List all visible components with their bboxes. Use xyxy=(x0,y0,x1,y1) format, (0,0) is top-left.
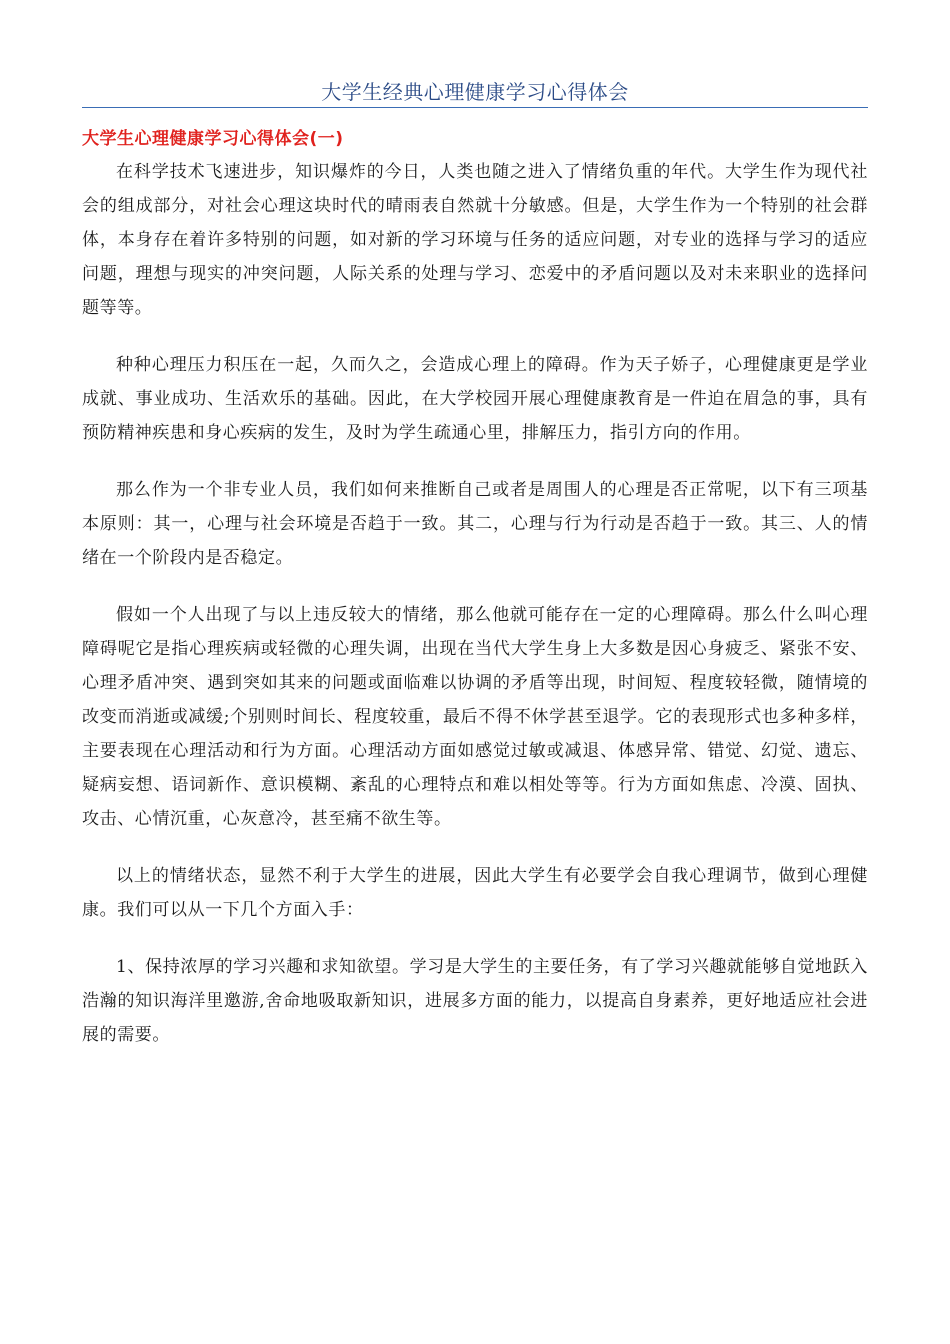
paragraph-2: 种种心理压力积压在一起，久而久之，会造成心理上的障碍。作为天子娇子，心理健康更是学业成就、事业成功、生活欢乐的基础。因此，在大学校园开展心理健康教育是一件迫在眉急的事，具有预防精神疾患和身心疾病的发生，及时为学生疏通心里，排解压力，指引方向的作用。 xyxy=(82,355,868,443)
paragraph-6: 1、保持浓厚的学习兴趣和求知欲望。学习是大学生的主要任务，有了学习兴趣就能够自觉地跃入浩瀚的知识海洋里邀游,舍命地吸取新知识，进展多方面的能力，以提高自身素养，更好地适应社会进展的需要。 xyxy=(82,957,868,1045)
header-divider xyxy=(82,107,868,108)
section-heading: 大学生心理健康学习心得体会(一) xyxy=(82,129,344,149)
paragraph-4: 假如一个人出现了与以上违反较大的情绪，那么他就可能存在一定的心理障碍。那么什么叫心理障碍呢它是指心理疾病或轻微的心理失调，出现在当代大学生身上大多数是因心身疲乏、紧张不安、心理矛盾冲突、遇到突如其来的问题或面临难以协调的矛盾等出现，时间短、程度较轻微，随情境的改变而消逝或减缓;个别则时间长、程度较重，最后不得不休学甚至退学。它的表现形式也多种多样，主要表现在心理活动和行为方面。心理活动方面如感觉过敏或减退、体感异常、错觉、幻觉、遗忘、疑病妄想、语词新作、意识模糊、紊乱的心理特点和难以相处等等。行为方面如焦虑、冷漠、固执、攻击、心情沉重，心灰意冷，甚至痛不欲生等。 xyxy=(82,605,868,829)
paragraph-5: 以上的情绪状态，显然不利于大学生的进展，因此大学生有必要学会自我心理调节，做到心理健康。我们可以从一下几个方面入手： xyxy=(82,866,868,920)
paragraph-1: 在科学技术飞速进步，知识爆炸的今日，人类也随之进入了情绪负重的年代。大学生作为现代社会的组成部分，对社会心理这块时代的晴雨表自然就十分敏感。但是，大学生作为一个特别的社会群体，本身存在着许多特别的问题，如对新的学习环境与任务的适应问题，对专业的选择与学习的适应问题，理想与现实的冲突问题，人际关系的处理与学习、恋爱中的矛盾问题以及对未来职业的选择问题等等。 xyxy=(82,162,868,318)
page-header-title: 大学生经典心理健康学习心得体会 xyxy=(321,80,629,104)
body-text xyxy=(82,155,868,1075)
paragraph-3: 那么作为一个非专业人员，我们如何来推断自己或者是周围人的心理是否正常呢，以下有三项基本原则：其一，心理与社会环境是否趋于一致。其二，心理与行为行动是否趋于一致。其三、人的情绪在一个阶段内是否稳定。 xyxy=(82,480,868,568)
